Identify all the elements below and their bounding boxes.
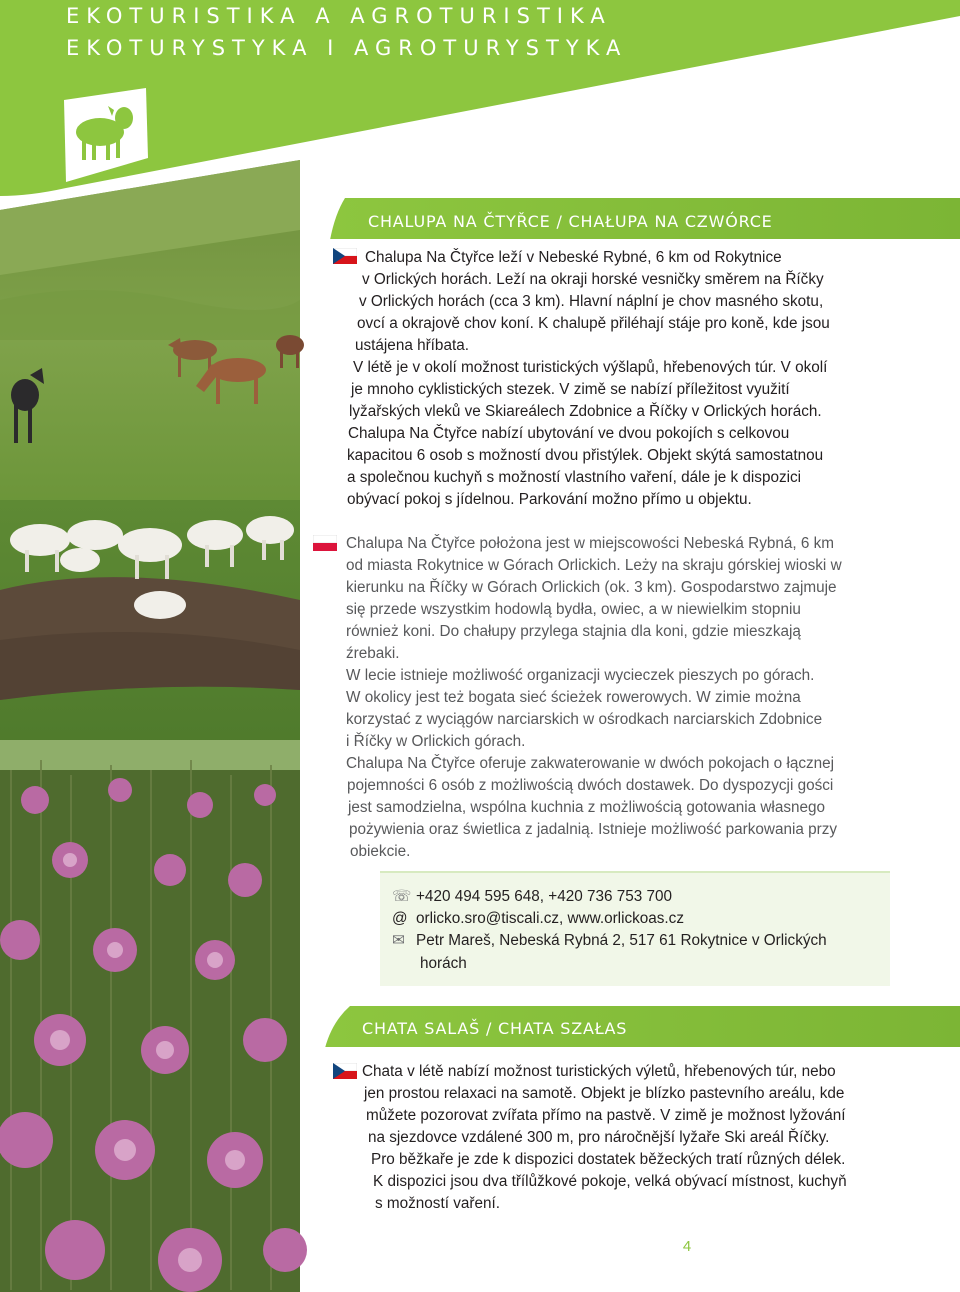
text-line: korzystać z wyciągów narciarskich w ośrodkach narciarskich Zdobnice [346,711,823,728]
text-line: V létě je v okolí možnost turistických výšlapů, hřebenových túr. V okolí [353,359,828,376]
contact-address-row2 [392,953,872,975]
contact-address-line2: horách [420,954,467,972]
polish-flag-icon [313,535,337,551]
contact-address-line1: Petr Mareš, Nebeská Rybná 2, 517 61 Rokytnice v Orlických [416,932,827,950]
text-line: ovcí a okrajově chov koní. K chalupě přiléhají stáje pro koně, kde jsou [357,315,830,332]
contact-phone-row [392,886,872,908]
text-line: jest samodzielna, wspólna kuchnia z możliwością gotowania własnego [348,799,826,816]
text-line: kierunku na Říčky w Górach Orlickich (ok. 3 km). Gospodarstwo zajmuje [346,579,837,596]
text-line: i Říčky w Orlickich górach. [346,733,526,750]
section1-title-cz: CHALUPA NA ČTYŘCE [368,212,551,231]
phone-icon: ☏ [392,888,412,905]
text-line: s možností vaření. [375,1195,500,1212]
text-line: Chata v létě nabízí možnost turistických výletů, hřebenových túr, nebo [362,1063,836,1080]
text-line: Chalupa Na Čtyřce oferuje zakwaterowanie w dwóch pokojach o łącznej [346,755,835,772]
text-line: je mnoho cyklistických stezek. V zimě se nabízí příležitost využití [351,381,790,398]
header-title-cz: EKOTURISTIKA A AGROTURISTIKA [66,4,612,28]
czech-flag-icon [333,248,357,264]
text-line: K dispozici jsou dva třílůžkové pokoje, velká obývací místnost, kuchyň [373,1173,847,1190]
text-line: lyžařských vleků ve Skiareálech Zdobnice a Říčky v Orlických horách. [349,403,822,420]
photo-flowers [0,740,307,1292]
contact-address-row [392,930,872,952]
section2-title-cz: CHATA SALAŠ [362,1019,481,1038]
text-line: pożywienia oraz świetlica z jadalnią. Istnieje możliwość parkowania przy [349,821,838,838]
text-line: Chalupa Na Čtyřce nabízí ubytování ve dvou pokojích s celkovou [348,425,790,442]
text-line: również koni. Do chałupy przylega stajnia dla koni, gdzie mieszkają [346,623,801,640]
contact-web-row [392,908,872,930]
sheep-icon [62,86,152,182]
text-line: źrebaki. [346,645,400,662]
text-line: W okolicy jest też bogata sieć ścieżek rowerowych. W zimie można [346,689,801,706]
text-line: Pro běžkaře je zde k dispozici dostatek běžeckých tratí různých délek. [371,1151,846,1168]
contact-web[interactable]: orlicko.sro@tiscali.cz, www.orlickoas.cz [416,910,684,928]
section2-title-separator: / [480,1019,499,1038]
page-number: 4 [682,1238,692,1255]
photo-horses [0,160,304,520]
text-line: ustájena hříbata. [355,337,469,354]
text-line: kapacitou 6 osob s možností dvou přistýlek. Objekt skýtá samostatnou [347,447,824,464]
text-line: pojemności 6 osób z możliwością dwóch dostawek. Do dyspozycji gości [347,777,834,794]
text-line: v Orlických horách (cca 3 km). Hlavní náplní je chov masného skotu, [359,293,824,310]
section1-title-pl: CHAŁUPA NA CZWÓRCE [568,212,773,231]
section1-title [368,212,773,231]
section2-title-pl: CHATA SZAŁAS [498,1019,628,1038]
photo-goats [0,500,300,750]
text-line: Chalupa Na Čtyřce położona jest w miejscowości Nebeská Rybná, 6 km [346,535,835,552]
text-line: a společnou kuchyň s možností vlastního vaření, dále je k dispozici [347,469,802,486]
czech-flag-icon [333,1063,357,1079]
text-line: się przede wszystkim hodowlą bydła, owiec, a w niewielkim stopniu [346,601,801,618]
section2-title [362,1019,627,1038]
text-line: můžete pozorovat zvířata přímo na pastvě. V zimě je možnost lyžování [366,1107,846,1124]
section1-title-separator: / [550,212,569,231]
text-line: na sjezdovce vzdálené 300 m, pro náročnější lyžaře Ski areál Říčky. [368,1129,830,1146]
text-line: W lecie istnieje możliwość organizacji wycieczek pieszych po górach. [346,667,815,684]
text-line: Chalupa Na Čtyřce leží v Nebeské Rybné, 6 km od Rokytnice [365,249,782,266]
contact-info [392,886,872,975]
text-line: od miasta Rokytnice w Górach Orlickich. Leży na skraju górskiej wioski w [346,557,842,574]
text-line: v Orlických horách. Leží na okraji horské vesničky směrem na Říčky [362,271,824,288]
text-line: obývací pokoj s jídelnou. Parkování možno přímo u objektu. [347,491,752,508]
text-line: jen prostou relaxaci na samotě. Objekt je blízko pastevního areálu, kde [364,1085,845,1102]
text-line: obiekcie. [350,843,411,860]
header-title-pl: EKOTURYSTYKA I AGROTURYSTYKA [66,36,628,60]
envelope-icon: ✉ [392,932,405,950]
contact-phone[interactable]: +420 494 595 648, +420 736 753 700 [416,888,673,905]
at-icon: @ [392,910,408,928]
